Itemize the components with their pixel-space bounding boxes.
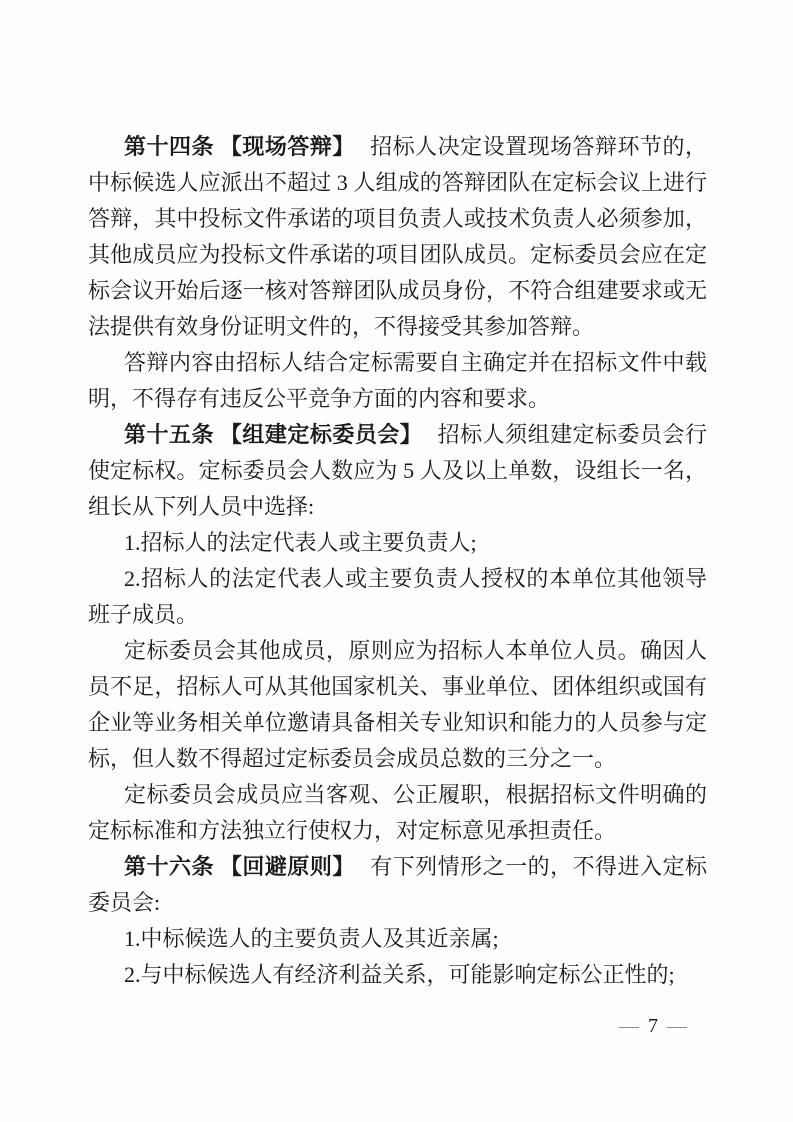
paragraph-text: 2.招标人的法定代表人或主要负责人授权的本单位其他领导班子成员。 xyxy=(88,566,707,627)
paragraph-text: 定标委员会成员应当客观、公正履职，根据招标文件明确的定标标准和方法独立行使权力，对定标意见承担责任。 xyxy=(88,782,707,843)
article-heading: 第十六条 【回避原则】 xyxy=(124,854,355,879)
paragraph-text: 有下列情形之一的，不得进入定标委员会: xyxy=(88,854,707,915)
document-body xyxy=(88,129,707,993)
paragraph xyxy=(88,849,707,921)
paragraph-text: 招标人须组建定标委员会行使定标权。定标委员会人数应为 5 人及以上单数，设组长一名，组长从下列人员中选择: xyxy=(88,422,707,519)
page-number: 7 xyxy=(648,1015,658,1037)
paragraph-text: 1.招标人的法定代表人或主要负责人; xyxy=(124,530,477,555)
paragraph xyxy=(88,561,707,633)
paragraph xyxy=(88,129,707,345)
paragraph-text: 2.与中标候选人有经济利益关系，可能影响定标公正性的; xyxy=(124,962,675,987)
paragraph-text: 定标委员会其他成员，原则应为招标人本单位人员。确因人员不足，招标人可从其他国家机关、事业单位、团体组织或国有企业等业务相关单位邀请具备相关专业知识和能力的人员参与定标，但人数不得超过定标委员会成员总数的三分之一。 xyxy=(88,638,707,771)
footer-dash-right: — xyxy=(667,1015,687,1037)
paragraph-text: 1.中标候选人的主要负责人及其近亲属; xyxy=(124,926,499,951)
paragraph xyxy=(88,633,707,777)
paragraph xyxy=(88,345,707,417)
article-heading: 第十四条 【现场答辩】 xyxy=(124,134,355,159)
paragraph xyxy=(88,417,707,525)
footer-dash-left: — xyxy=(619,1015,639,1037)
paragraph xyxy=(88,957,707,993)
paragraph xyxy=(88,777,707,849)
paragraph-text: 答辩内容由招标人结合定标需要自主确定并在招标文件中载明，不得存有违反公平竞争方面的内容和要求。 xyxy=(88,350,707,411)
paragraph xyxy=(88,921,707,957)
page-footer xyxy=(619,1014,687,1038)
paragraph-text: 招标人决定设置现场答辩环节的，中标候选人应派出不超过 3 人组成的答辩团队在定标会议上进行答辩，其中投标文件承诺的项目负责人或技术负责人必须参加，其他成员应为投标文件承诺的项目团队成员。定标委员会应在定标会议开始后逐一核对答辩团队成员身份，不符合组建要求或无法提供有效身份证明文件的，不得接受其参加答辩。 xyxy=(88,134,707,339)
article-heading: 第十五条 【组建定标委员会】 xyxy=(124,422,423,447)
paragraph xyxy=(88,525,707,561)
